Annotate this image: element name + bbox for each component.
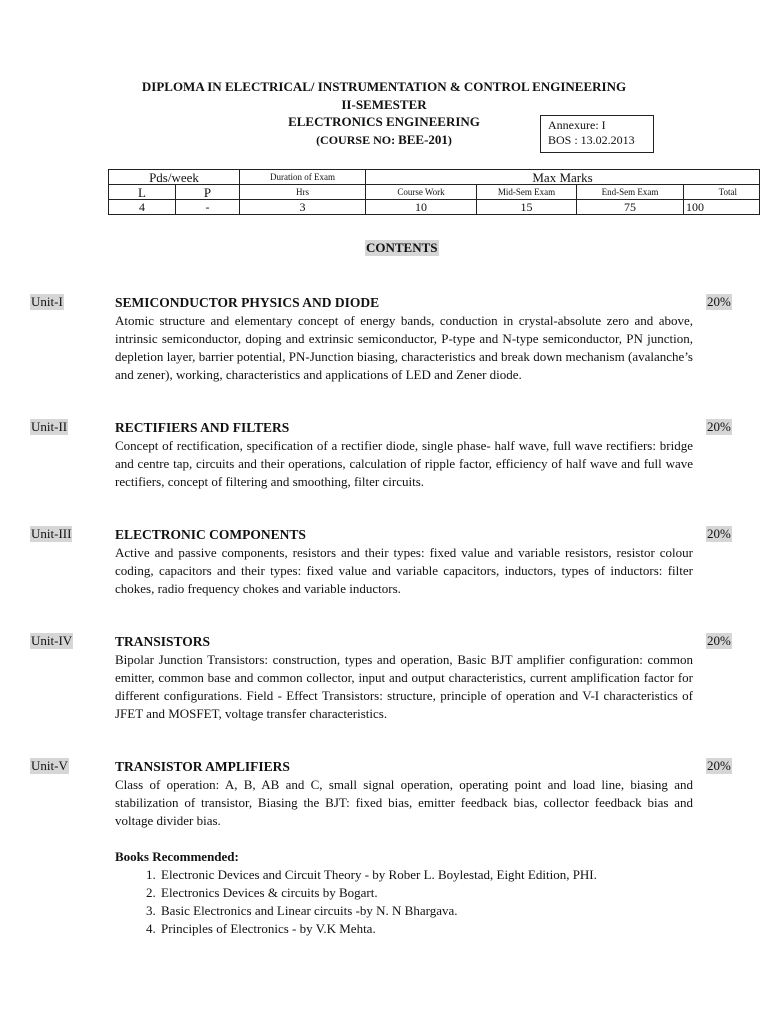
list-item: 4. Principles of Electronics - by V.K Mehta. xyxy=(159,920,715,938)
unit-5-section xyxy=(115,758,693,830)
val-mid-sem: 15 xyxy=(477,200,577,215)
annexure-box xyxy=(540,115,654,153)
unit-1-section xyxy=(115,294,693,384)
unit-3-title: ELECTRONIC COMPONENTS xyxy=(115,527,306,542)
unit-2-description: Concept of rectification, specification of a rectifier diode, single phase- half wave, full wave rectifiers: bridge and centre tap, circuits and their operations, calculation of ripple factor, efficiency of half wave and full wave rectifiers, concept of filtering and smoothing, filter circuits. xyxy=(115,438,693,489)
unit-4-section xyxy=(115,633,693,723)
unit-5-title: TRANSISTOR AMPLIFIERS xyxy=(115,759,290,774)
unit-3-description: Active and passive components, resistors and their types: fixed value and variable resistors, resistor colour coding, capacitors and their types: fixed value and variable capacitors, inductors, types of inductors: filter chokes, radio frequency chokes and variable inductors. xyxy=(115,545,693,596)
table-subheader-row xyxy=(109,185,760,200)
val-l: 4 xyxy=(109,200,176,215)
max-marks-header: Max Marks xyxy=(366,170,760,185)
table-header-row xyxy=(109,170,760,185)
books-title: Books Recommended: xyxy=(115,849,239,864)
semester-title: II-SEMESTER xyxy=(341,97,427,112)
unit-2-section xyxy=(115,419,693,491)
unit-2-title: RECTIFIERS AND FILTERS xyxy=(115,420,290,435)
contents-heading: CONTENTS xyxy=(366,240,438,255)
unit-3-weight: 20% xyxy=(707,526,731,541)
pds-week-header: Pds/week xyxy=(109,170,240,185)
unit-1-description: Atomic structure and elementary concept of energy bands, conduction in crystal-absolute zero and above, intrinsic semiconductor, doping and extrinsic semiconductor, P-type and N-type semiconductor, PN junction, depletion layer, barrier potential, PN-Junction biasing, characteristics and break down mechanism (avalanche’s and zener), working, characteristics and applications of LED and Zener diode. xyxy=(115,313,693,382)
marks-table xyxy=(108,169,760,215)
course-number: BEE-201 xyxy=(398,132,448,147)
unit-1-weight: 20% xyxy=(707,294,731,309)
table-row xyxy=(109,200,760,215)
list-item: 2. Electronics Devices & circuits by Bogart. xyxy=(159,884,715,902)
annexure-label: Annexure: I xyxy=(548,118,606,132)
unit-4-title: TRANSISTORS xyxy=(115,634,211,649)
unit-4-label: Unit-IV xyxy=(31,633,73,648)
books-list xyxy=(115,866,715,938)
course-suffix: ) xyxy=(447,133,452,147)
val-end-sem: 75 xyxy=(577,200,684,215)
unit-5-weight: 20% xyxy=(707,758,731,773)
unit-2-label: Unit-II xyxy=(31,419,68,434)
col-hrs-header: Hrs xyxy=(240,185,366,200)
val-p: - xyxy=(176,200,240,215)
unit-3-section xyxy=(115,526,693,598)
subject-title: ELECTRONICS ENGINEERING xyxy=(288,114,480,129)
list-item: 1. Electronic Devices and Circuit Theory - by Rober L. Boylestad, Eight Edition, PHI. xyxy=(159,866,715,884)
unit-4-description: Bipolar Junction Transistors: construction, types and operation, Basic BJT amplifier configuration: common emitter, common base and common collector, input and output characteristics, current amplification factor for different configurations. Field - Effect Transistors: structure, principle of operation and V-I characteristics of JFET and MOSFET, voltage transfer characteristics. xyxy=(115,652,693,721)
col-course-work-header: Course Work xyxy=(366,185,477,200)
unit-4-weight: 20% xyxy=(707,633,731,648)
course-prefix: (COURSE NO: xyxy=(316,133,396,147)
col-end-sem-header: End-Sem Exam xyxy=(577,185,684,200)
books-recommended xyxy=(115,848,715,938)
unit-1-label: Unit-I xyxy=(31,294,63,309)
bos-date: BOS : 13.02.2013 xyxy=(548,133,635,147)
col-total-header: Total xyxy=(684,185,760,200)
unit-3-label: Unit-III xyxy=(31,526,72,541)
col-l-header: L xyxy=(109,185,176,200)
list-item: 3. Basic Electronics and Linear circuits -by N. N Bhargava. xyxy=(159,902,715,920)
unit-2-weight: 20% xyxy=(707,419,731,434)
unit-5-label: Unit-V xyxy=(31,758,68,773)
val-total: 100 xyxy=(684,200,760,215)
duration-header: Duration of Exam xyxy=(240,170,366,185)
val-course-work: 10 xyxy=(366,200,477,215)
unit-5-description: Class of operation: A, B, AB and C, small signal operation, operating point and load line, biasing and stabilization of transistor, Biasing the BJT: fixed bias, emitter feedback bias, collector feedback bias and voltage divider bias. xyxy=(115,777,693,828)
unit-1-title: SEMICONDUCTOR PHYSICS AND DIODE xyxy=(115,295,380,310)
program-title: DIPLOMA IN ELECTRICAL/ INSTRUMENTATION & CONTROL ENGINEERING xyxy=(141,79,627,94)
col-p-header: P xyxy=(176,185,240,200)
val-hrs: 3 xyxy=(240,200,366,215)
col-mid-sem-header: Mid-Sem Exam xyxy=(477,185,577,200)
